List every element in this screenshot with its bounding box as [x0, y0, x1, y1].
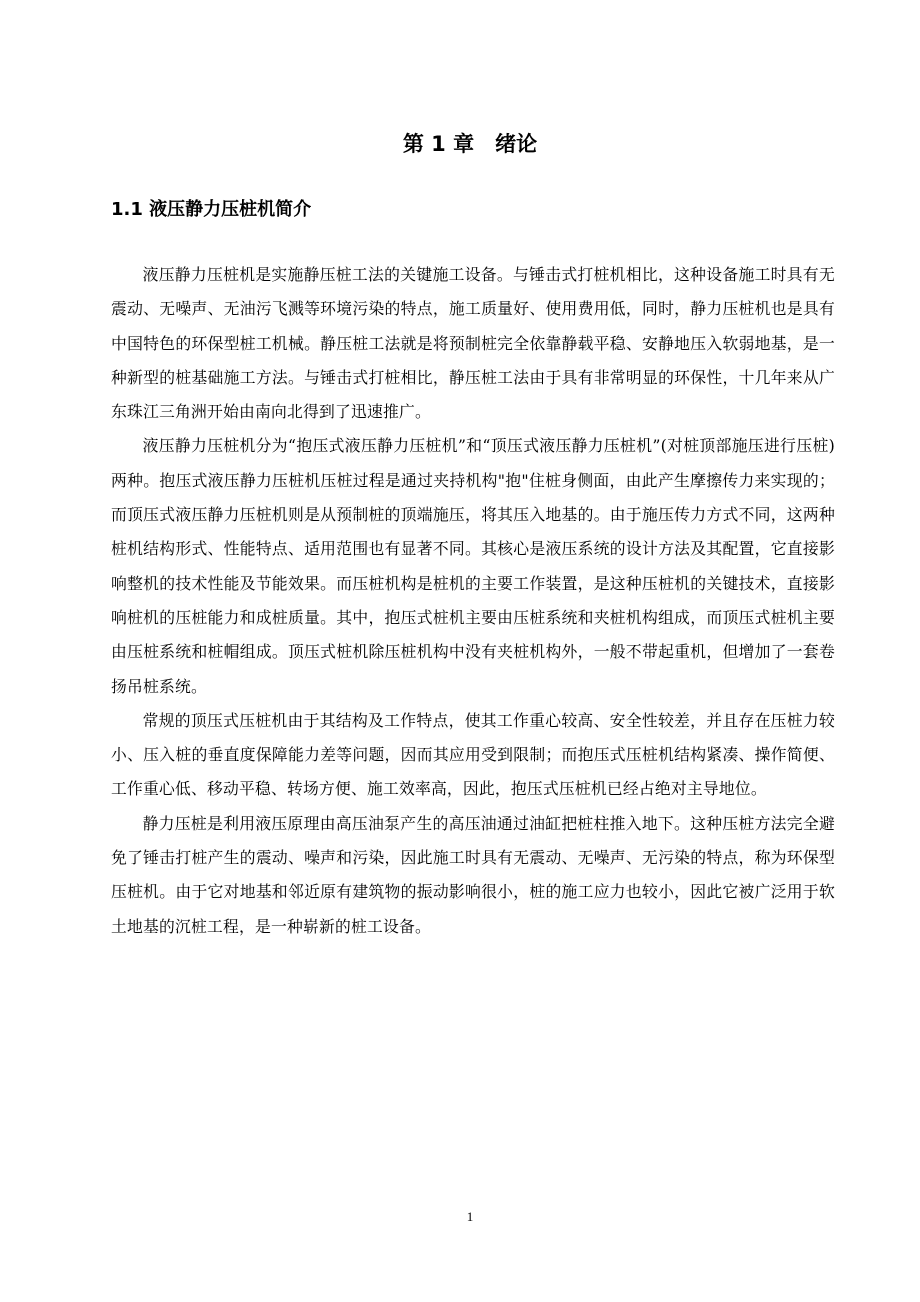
paragraph-4: 静力压桩是利用液压原理由高压油泵产生的高压油通过油缸把桩柱推入地下。这种压桩方法完全避免了锤击打桩产生的震动、噪声和污染，因此施工时具有无震动、无噪声、无污染的特点，称为环保型压桩机。由于它对地基和邻近原有建筑物的振动影响很小，桩的施工应力也较小，因此它被广泛用于软土地基的沉桩工程，是一种崭新的桩工设备。	[111, 813, 835, 936]
paragraph-3: 常规的顶压式压桩机由于其结构及工作特点，使其工作重心较高、安全性较差，并且存在压桩力较小、压入桩的垂直度保障能力差等问题，因而其应用受到限制；而抱压式压桩机结构紧凑、操作简便、工作重心低、移动平稳、转场方便、施工效率高，因此，抱压式压桩机已经占绝对主导地位。	[111, 710, 835, 799]
page-number: 1	[466, 1209, 474, 1224]
paragraph-2: 液压静力压桩机分为“抱压式液压静力压桩机”和“顶压式液压静力压桩机”(对桩顶部施压进行压桩)两种。抱压式液压静力压桩机压桩过程是通过夹持机构"抱"住桩身侧面，由此产生摩擦传力来实现的；而顶压式液压静力压桩机则是从预制桩的顶端施压，将其压入地基的。由于施压传力方式不同，这两种桩机结构形式、性能特点、适用范围也有显著不同。其核心是液压系统的设计方法及其配置，它直接影响整机的技术性能及节能效果。而压桩机构是桩机的主要工作装置，是这种压桩机的关键技术，直接影响桩机的压桩能力和成桩质量。其中，抱压式桩机主要由压桩系统和夹桩机构组成，而顶压式桩机主要由压桩系统和桩帽组成。顶压式桩机除压桩机构中没有夹桩机构外，一般不带起重机，但增加了一套卷扬吊桩系统。	[111, 436, 835, 696]
section-title: 1.1 液压静力压桩机简介	[111, 199, 312, 220]
body-text	[111, 258, 835, 944]
chapter-title: 第 1 章 绪论	[402, 132, 538, 156]
paragraph-1: 液压静力压桩机是实施静压桩工法的关键施工设备。与锤击式打桩机相比，这种设备施工时具有无震动、无噪声、无油污飞溅等环境污染的特点，施工质量好、使用费用低，同时，静力压桩机也是具有中国特色的环保型桩工机械。静压桩工法就是将预制桩完全依靠静载平稳、安静地压入软弱地基，是一种新型的桩基础施工方法。与锤击式打桩相比，静压桩工法由于具有非常明显的环保性，十几年来从广东珠江三角洲开始由南向北得到了迅速推广。	[111, 265, 835, 422]
